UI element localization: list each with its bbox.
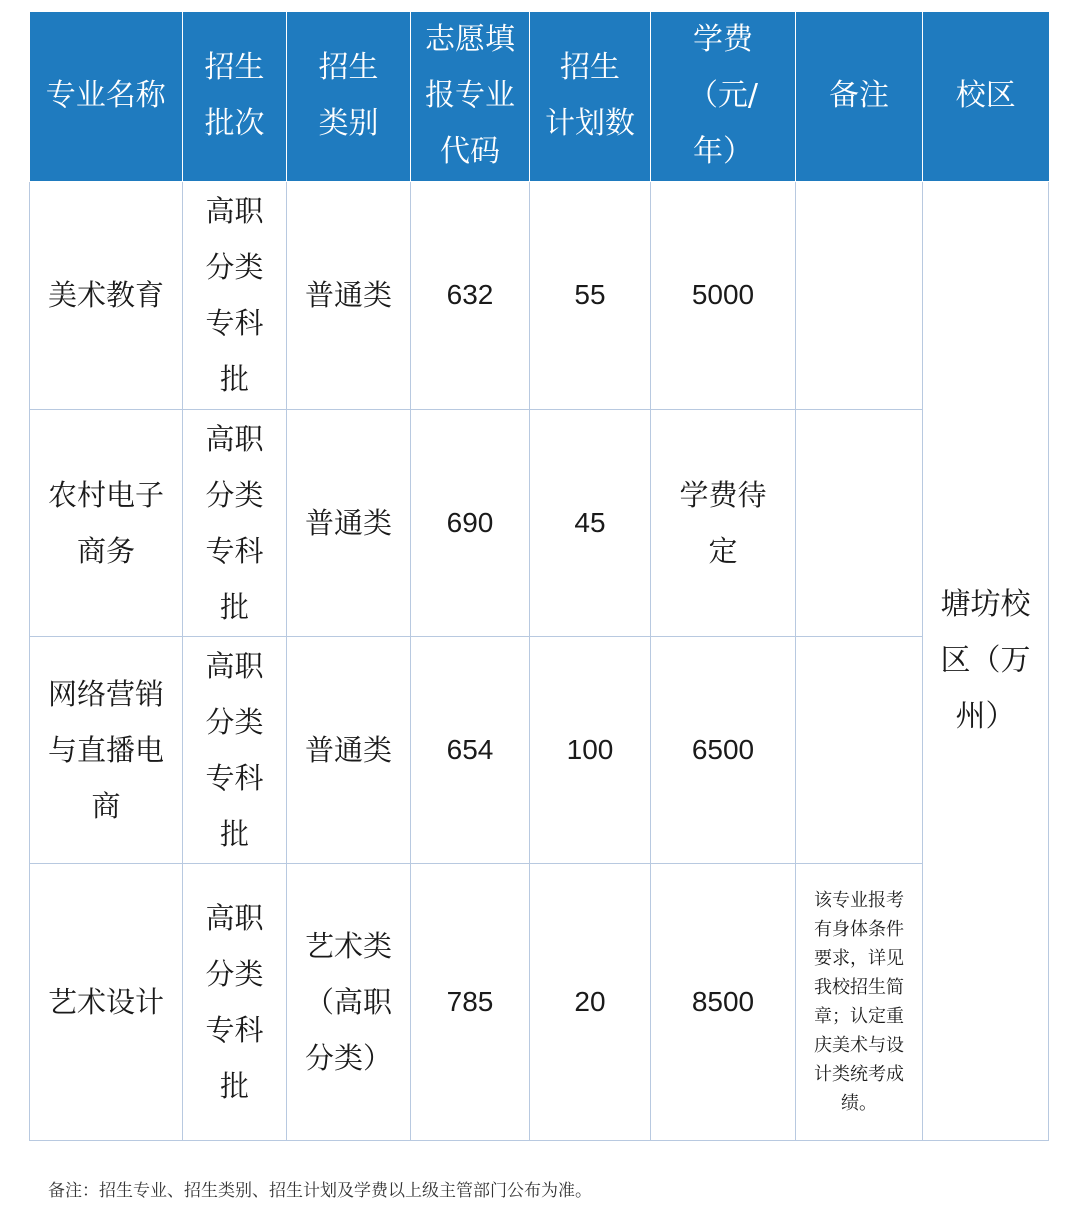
table-footnote: 备注：招生专业、招生类别、招生计划及学费以上级主管部门公布为准。 bbox=[48, 1181, 592, 1201]
cell-major-name: 网络营销 与直播电 商 bbox=[30, 636, 183, 863]
cell-category: 普通类 bbox=[287, 181, 411, 409]
cell-remarks bbox=[796, 636, 923, 863]
cell-plan-count: 20 bbox=[530, 863, 651, 1140]
cell-batch: 高职 分类 专科 批 bbox=[183, 863, 287, 1140]
cell-remarks bbox=[796, 181, 923, 409]
cell-category: 普通类 bbox=[287, 409, 411, 636]
header-major-name: 专业名称 bbox=[30, 12, 183, 181]
header-campus: 校区 bbox=[923, 12, 1049, 181]
cell-major-name: 美术教育 bbox=[30, 181, 183, 409]
cell-batch: 高职 分类 专科 批 bbox=[183, 181, 287, 409]
header-batch: 招生 批次 bbox=[183, 12, 287, 181]
admissions-table-container bbox=[29, 12, 1048, 1141]
cell-major-code: 654 bbox=[411, 636, 530, 863]
header-tuition: 学费 （元/ 年） bbox=[651, 12, 796, 181]
cell-category: 艺术类 （高职 分类） bbox=[287, 863, 411, 1140]
header-remarks: 备注 bbox=[796, 12, 923, 181]
cell-major-code: 785 bbox=[411, 863, 530, 1140]
cell-batch: 高职 分类 专科 批 bbox=[183, 636, 287, 863]
cell-remarks bbox=[796, 409, 923, 636]
table-row bbox=[30, 181, 1049, 409]
cell-tuition: 8500 bbox=[651, 863, 796, 1140]
cell-major-code: 690 bbox=[411, 409, 530, 636]
table-row bbox=[30, 636, 1049, 863]
table-row bbox=[30, 863, 1049, 1140]
cell-major-name: 农村电子 商务 bbox=[30, 409, 183, 636]
cell-tuition: 6500 bbox=[651, 636, 796, 863]
cell-major-code: 632 bbox=[411, 181, 530, 409]
table-row bbox=[30, 409, 1049, 636]
cell-tuition: 5000 bbox=[651, 181, 796, 409]
header-plan-count: 招生 计划数 bbox=[530, 12, 651, 181]
cell-plan-count: 45 bbox=[530, 409, 651, 636]
cell-plan-count: 100 bbox=[530, 636, 651, 863]
cell-category: 普通类 bbox=[287, 636, 411, 863]
cell-campus: 塘坊校 区（万 州） bbox=[923, 181, 1049, 1140]
cell-tuition: 学费待 定 bbox=[651, 409, 796, 636]
admissions-table bbox=[29, 12, 1049, 1141]
table-header-row bbox=[30, 12, 1049, 181]
header-major-code: 志愿填 报专业 代码 bbox=[411, 12, 530, 181]
cell-batch: 高职 分类 专科 批 bbox=[183, 409, 287, 636]
cell-remarks: 该专业报考 有身体条件 要求，详见 我校招生简 章；认定重 庆美术与设 计类统考成 绩。 bbox=[796, 863, 923, 1140]
header-category: 招生 类别 bbox=[287, 12, 411, 181]
cell-plan-count: 55 bbox=[530, 181, 651, 409]
cell-major-name: 艺术设计 bbox=[30, 863, 183, 1140]
